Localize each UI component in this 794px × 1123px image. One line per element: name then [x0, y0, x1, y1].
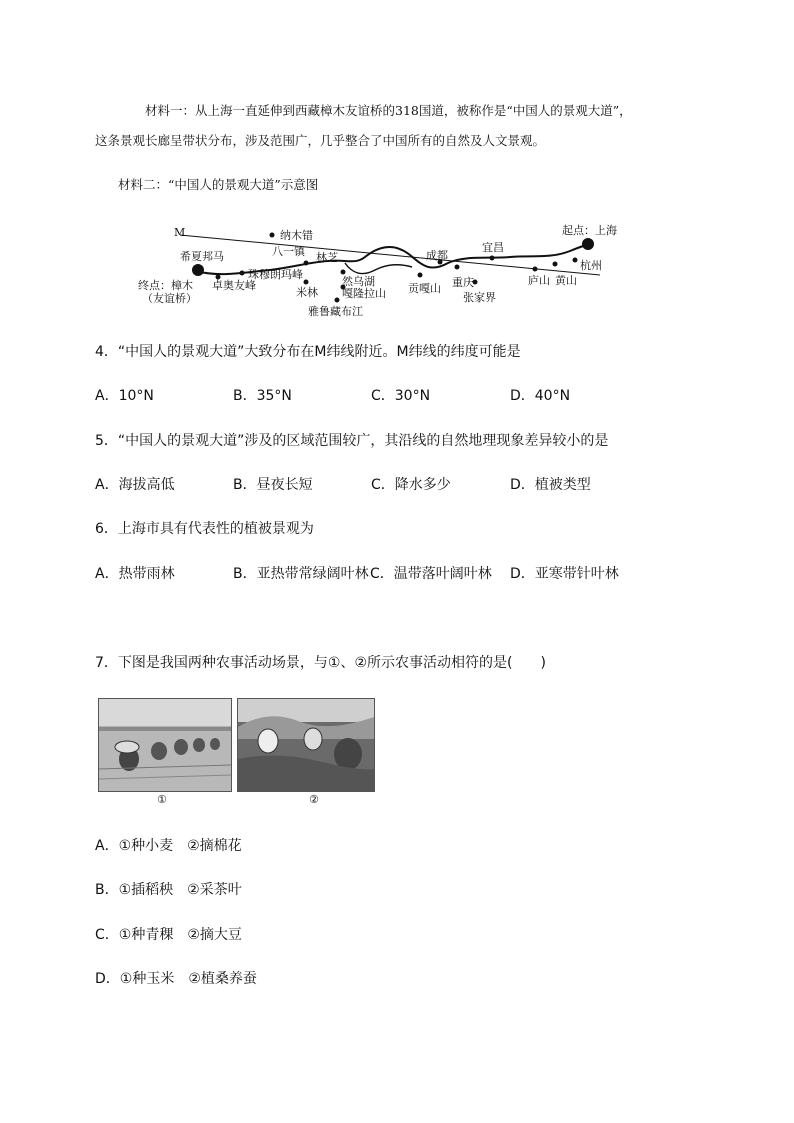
dot-shanghai	[582, 238, 594, 250]
dot-yarlung	[335, 298, 340, 303]
dot-namucuo	[270, 233, 275, 238]
q7-option-b[interactable]: B．①插稻秧 ②采茶叶	[95, 882, 242, 898]
label-huangshan: 黄山	[555, 274, 577, 287]
photo-tea-picking	[237, 698, 375, 792]
q6-option-b[interactable]: B．亚热带常绿阔叶林	[233, 566, 369, 582]
route-loop	[345, 263, 412, 274]
q5-stem: 5．“中国人的景观大道”涉及的区域范围较广，其沿线的自然地理现象差异较小的是	[95, 433, 609, 449]
q7-option-a[interactable]: A．①种小麦 ②摘棉花	[95, 838, 242, 854]
label-rangwuhu: 然乌湖	[342, 275, 375, 288]
q4-option-c[interactable]: C．30°N	[371, 388, 431, 404]
q7-option-c[interactable]: C．①种青稞 ②摘大豆	[95, 927, 242, 943]
label-galala: 嘎隆拉山	[342, 287, 386, 300]
label-bayizhen: 八一镇	[272, 245, 305, 258]
label-linzhi: 林芝	[316, 251, 338, 264]
label-yichang: 宜昌	[482, 241, 504, 254]
label-chengdu: 成都	[426, 249, 448, 262]
dot-chongqing	[455, 265, 460, 270]
photo-rice-planting	[98, 698, 232, 792]
label-chongqing: 重庆	[452, 276, 474, 289]
q7-option-d[interactable]: D．①种玉米 ②植桑养蚕	[95, 971, 257, 987]
dot-rangwu	[341, 270, 346, 275]
photo-caption-2: ②	[309, 793, 319, 806]
label-m: M	[174, 226, 186, 239]
dot-lushan	[533, 267, 538, 272]
q6-option-c[interactable]: C．温带落叶阔叶林	[370, 566, 492, 582]
label-start: 起点：上海	[562, 224, 617, 237]
label-end2: （友谊桥）	[142, 292, 197, 305]
material1-line2: 这条景观长廊呈带状分布，涉及范围广，几乎整合了中国所有的自然及人文景观。	[95, 133, 546, 148]
dot-yichang	[490, 256, 495, 261]
label-zhangjiajie: 张家界	[463, 291, 496, 304]
label-zhuoao: 卓奥友峰	[212, 279, 256, 292]
label-lushan: 庐山	[528, 274, 550, 287]
dot-zhangmu	[192, 264, 204, 276]
material1-line1: 材料一：从上海一直延伸到西藏樟木友谊桥的318国道，被称作是“中国人的景观大道”，	[145, 103, 632, 118]
q5-option-b[interactable]: B．昼夜长短	[233, 477, 313, 493]
dot-huangshan	[553, 262, 558, 267]
photo-caption-1: ①	[157, 793, 167, 806]
dot-hangzhou	[573, 258, 578, 263]
dot-zhumulangma	[240, 271, 245, 276]
q6-option-a[interactable]: A．热带雨林	[95, 566, 175, 582]
label-milin: 米林	[296, 286, 318, 299]
q6-option-d[interactable]: D．亚寒带针叶林	[510, 566, 619, 582]
q7-stem: 7．下图是我国两种农事活动场景，与①、②所示农事活动相符的是( )	[95, 655, 546, 671]
q4-stem: 4．“中国人的景观大道”大致分布在M纬线附近。M纬线的纬度可能是	[95, 344, 521, 360]
label-xixiabangma: 希夏邦马	[180, 250, 224, 263]
q5-option-d[interactable]: D．植被类型	[510, 477, 591, 493]
label-zhumulangma: 珠穆朗玛峰	[248, 268, 303, 281]
label-namucuo: 纳木错	[280, 229, 313, 242]
q4-option-b[interactable]: B．35°N	[233, 388, 292, 404]
q4-option-a[interactable]: A．10°N	[95, 388, 154, 404]
dot-milin	[304, 280, 309, 285]
label-end1: 终点：樟木	[138, 279, 193, 292]
q5-option-a[interactable]: A．海拔高低	[95, 477, 175, 493]
material2-title: 材料二：“中国人的景观大道”示意图	[118, 177, 319, 192]
label-hangzhou: 杭州	[580, 259, 602, 272]
dot-gongga	[418, 273, 423, 278]
q4-option-d[interactable]: D．40°N	[510, 388, 571, 404]
landscape-avenue-map	[130, 215, 640, 325]
label-gongga: 贡嘎山	[408, 282, 441, 295]
dot-bayi	[304, 261, 309, 266]
q6-stem: 6．上海市具有代表性的植被景观为	[95, 521, 314, 537]
label-yarlung: 雅鲁藏布江	[308, 305, 363, 318]
q5-option-c[interactable]: C．降水多少	[371, 477, 451, 493]
